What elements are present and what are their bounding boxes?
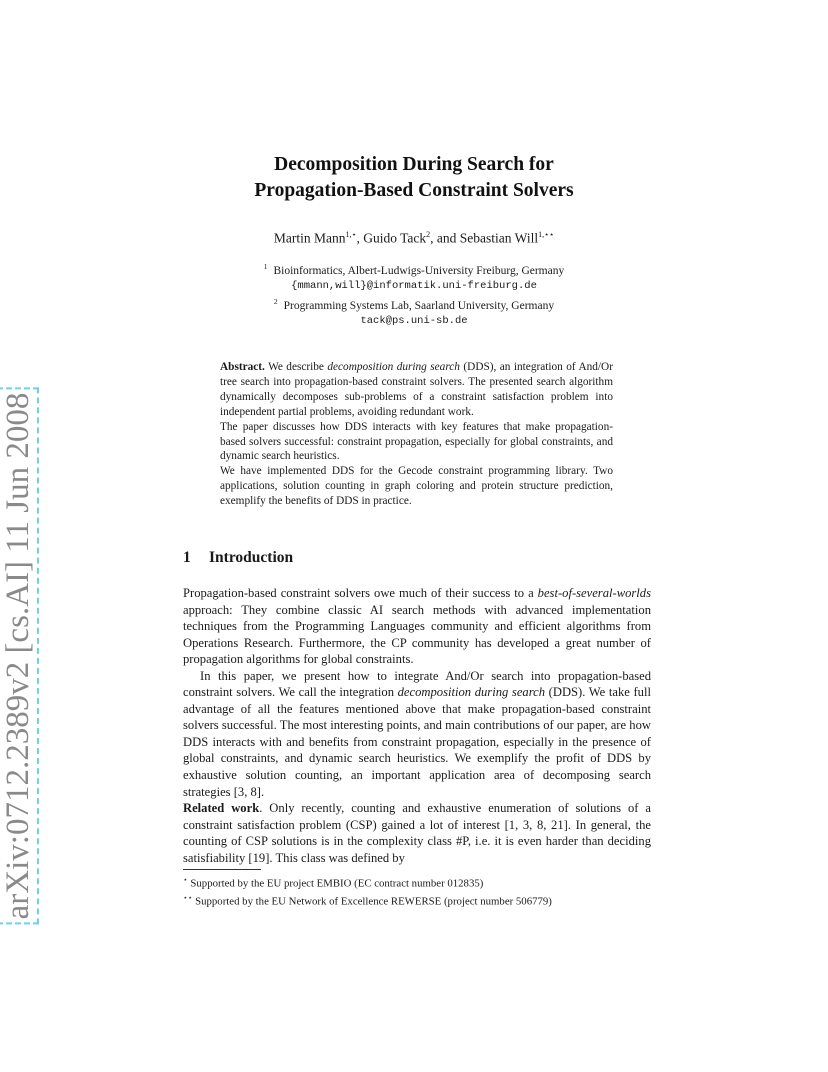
body-paragraph	[183, 800, 651, 866]
body-text-span: (DDS). We take full advantage of all the features mentioned above that make propagation-based constraint solvers successful. The most interesting points, and main contributions of our paper, are how DDS interacts with and benefits from constraint propagation, especially in the presence of global constraints, and dynamic search heuristics. We exemplify the profit of DDS by exhaustive solution counting, an important application area of decomposing search strategies [3, 8].	[183, 685, 651, 799]
affiliation-text: Bioinformatics, Albert-Ludwigs-University Freiburg, Germany	[273, 264, 565, 277]
footnotes	[183, 873, 653, 909]
section-heading	[183, 549, 293, 567]
affiliations	[0, 259, 828, 329]
body-text	[183, 585, 651, 866]
body-paragraph	[183, 585, 651, 668]
footnote-mark: ⋆	[183, 875, 188, 884]
affiliation-1	[0, 259, 828, 279]
body-text-span: In this paper, we present how to integrate And/Or search into propagation-based constraint solvers. We call the integration	[183, 668, 651, 700]
abstract-paragraph	[220, 360, 613, 420]
body-paragraph	[183, 668, 651, 800]
affiliation-2-email: tack@ps.uni-sb.de	[360, 314, 468, 327]
body-text-span: . Only recently, counting and exhaustive enumeration of solutions of a constraint satisfaction problem (CSP) gained a lot of interest [1, 3, 8, 21]. In general, the counting of CSP solutions is in the complexity class #P, i.e. it is even harder than deciding satisfiability [19]. This class was defined by	[183, 801, 651, 865]
abstract-label: Abstract.	[220, 361, 265, 373]
author-name: Sebastian Will	[459, 230, 539, 246]
body-text-span: Propagation-based constraint solvers owe much of their success to a	[183, 586, 538, 600]
abstract	[220, 360, 613, 509]
section-title: Introduction	[209, 549, 294, 566]
abstract-emphasis: decomposition during search	[327, 361, 460, 373]
footnote-mark: ⋆⋆	[183, 893, 193, 903]
footnote-rule	[183, 869, 261, 870]
author-affiliation-mark: 2	[426, 230, 431, 239]
paragraph-heading: Related work	[183, 801, 260, 816]
footnote-text: Supported by the EU project EMBIO (EC contract number 012835)	[187, 877, 484, 890]
abstract-paragraph: We have implemented DDS for the Gecode constraint programming library. Two applications, solution counting in graph coloring and protein structure prediction, exemplify the benefits of DDS in practice.	[220, 465, 613, 508]
title-line-2: Propagation-Based Constraint Solvers	[254, 180, 574, 201]
section-number: 1	[183, 549, 191, 566]
footnote	[183, 891, 653, 909]
author-name: Guido Tack	[363, 230, 427, 246]
paper-title	[0, 152, 828, 204]
affiliation-2	[0, 294, 828, 314]
affiliation-text: Programming Systems Lab, Saarland University, Germany	[283, 299, 555, 312]
abstract-paragraph: The paper discusses how DDS interacts with key features that make propagation-based solvers successful: constraint propagation, especially for global constraints, and dynamic search heuristics.	[220, 420, 613, 463]
footnote-text: Supported by the EU Network of Excellence REWERSE (project number 506779)	[192, 895, 552, 908]
author-affiliation-mark: 1,⋆	[345, 230, 357, 239]
arxiv-stamp: arXiv:0712.2389v2 [cs.AI] 11 Jun 2008	[0, 392, 36, 920]
author-list	[0, 230, 828, 247]
body-emphasis: best-of-several-worlds	[537, 586, 651, 600]
affiliation-number: 1	[263, 262, 268, 271]
body-text-span: approach: They combine classic AI search methods with advanced implementation techniques from the Programming Languages community and efficient algorithms from Operations Research. Furthermore, the CP community has developed a great number of propagation algorithms for global constraints.	[183, 602, 651, 667]
footnote	[183, 873, 653, 891]
author-name: Martin Mann	[273, 230, 346, 246]
abstract-text: (DDS), an integration of And/Or tree search into propagation-based constraint solvers. The presented search algorithm dynamically decomposes sub-problems of a constraint satisfaction problem into independent partial problems, avoiding redundant work.	[220, 361, 613, 418]
author-separator: , and	[430, 230, 460, 246]
abstract-text: We describe	[264, 361, 328, 373]
author-separator: ,	[356, 230, 364, 246]
body-emphasis: decomposition during search	[397, 685, 546, 700]
affiliation-1-email: {mmann,will}@informatik.uni-freiburg.de	[291, 279, 537, 292]
author-affiliation-mark: 1,⋆⋆	[538, 230, 555, 239]
title-line-1: Decomposition During Search for	[274, 154, 554, 175]
affiliation-number: 2	[273, 296, 278, 306]
